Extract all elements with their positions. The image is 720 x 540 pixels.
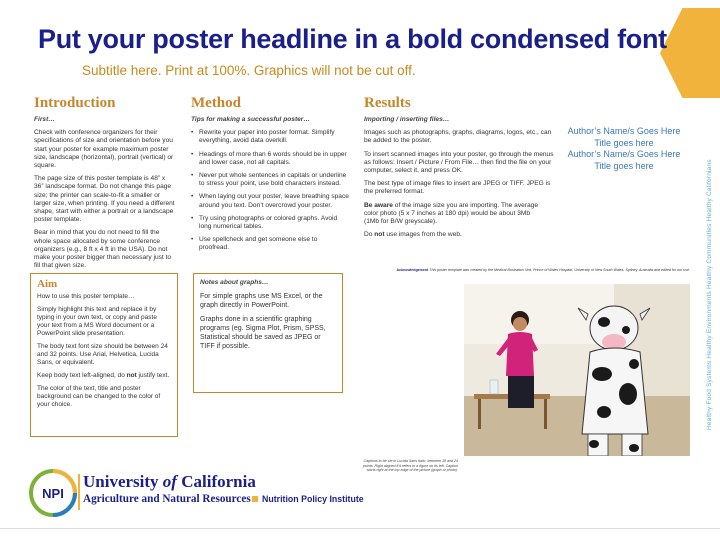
aim-paragraph: The color of the text, title and poster background can be changed to the color of your choice.	[37, 385, 161, 408]
method-bullet: • Never put whole sentences in capitals or underline to stress your point, use bold characters instead.	[191, 172, 349, 188]
method-lead: Tips for making a successful poster…	[191, 116, 310, 123]
method-bullet-list	[191, 129, 349, 252]
poster-photo	[464, 284, 690, 456]
author-title: Title goes here	[594, 137, 654, 148]
aim-text: Keep body text left-aligned, do	[37, 372, 127, 379]
method-bullet: • Headings of more than 6 words should be in upper and lower case, not all capitals.	[191, 151, 349, 167]
photo-illustration	[464, 284, 690, 456]
aim-text: justify text.	[136, 372, 170, 379]
aim-box	[30, 273, 178, 437]
notes-paragraph: Graphs done in a scientific graphing programs (eg. Sigma Plot, Prism, SPSS, Statistical should be saved as JPEG or TIFF if possible.	[200, 316, 326, 350]
method-bullet: • Use spellcheck and get someone else to proofread.	[191, 236, 349, 252]
introduction-paragraph: The page size of this poster template is 48” x 36” landscape format. Do not change this page size; the printer can scale-to-fit a smaller or larger size, when printing. If you need a different shape, start with either a portrait or a landscape poster template.	[34, 175, 175, 224]
bottom-rule	[0, 528, 720, 529]
results-text: of the image size you are importing. The average color photo (5 x 7 inches at 180 dpi) would be about 3Mb	[364, 201, 538, 217]
photo-caption: Captions to be set in Lucida Sans Italic, between 18 and 24 points. Right aligned if it refers to a figure on its left. Caption starts right at the top edge of the picture (graph or photo).	[362, 459, 458, 473]
results-paragraph: (1Mb for B/W greyscale).	[364, 218, 437, 226]
aim-paragraph: Simply highlight this text and replace it by typing in your own text, or copy and paste your text from a MS Word document or a PowerPoint slide presentation.	[37, 306, 157, 337]
vertical-tagline-text: Healthy Food Systems Healthy Environments Healthy Communities Healthy Californians	[706, 159, 713, 430]
poster-headline: Put your poster headline in a bold condensed font	[38, 24, 667, 54]
uc-wordmark	[83, 472, 256, 492]
method-bullet: • When laying out your poster, leave breathing space around you text. Don’t overcrowd your poster.	[191, 193, 349, 209]
anr-wordmark: Agriculture and Natural Resources	[83, 493, 251, 505]
notes-box	[193, 273, 343, 393]
footer-divider	[78, 474, 80, 510]
notes-paragraph: For simple graphs use MS Excel, or the graph directly in PowerPoint.	[200, 293, 323, 309]
results-paragraph	[364, 202, 554, 218]
method-body	[191, 116, 349, 258]
npi-logo-text: NPI	[42, 486, 64, 501]
results-paragraph: Images such as photographs, graphs, diagrams, logos, etc., can be added to the poster.	[364, 129, 552, 145]
results-lead: Importing / inserting files…	[364, 116, 450, 123]
results-paragraph: The best type of image files to insert are JPEG or TIFF. JPEG is the preferred format.	[364, 180, 551, 196]
results-title: Results	[364, 95, 411, 111]
aim-paragraph: How to use this poster template…	[37, 293, 135, 300]
npi-logo	[29, 469, 77, 517]
introduction-lead: First…	[34, 116, 55, 123]
results-bold-text: Be aware	[364, 201, 393, 209]
aim-paragraph: The body text font size should be between 24 and 32 points. Use Arial, Helvetica, Lucida Sans, or equivalent.	[37, 343, 168, 366]
authors-block	[566, 126, 682, 172]
uc-wordmark-text: California	[176, 472, 256, 491]
author-name: Author’s Name/s Goes Here	[567, 149, 681, 160]
uc-wordmark-of: of	[162, 472, 177, 491]
npi-square-icon	[252, 496, 258, 502]
npi-logo-icon	[29, 469, 77, 517]
results-text: Do	[364, 231, 375, 239]
introduction-paragraph: Bear in mind that you do not need to fill the whole space allocated by some conference organizers (e.g., 8 ft x 4 ft in the USA). Do not make your poster bigger than necessary just to fill that given size.	[34, 229, 172, 270]
acknowledgement	[370, 268, 690, 273]
introduction-title: Introduction	[34, 95, 116, 111]
vertical-tagline	[703, 140, 715, 430]
hexagon-accent	[660, 8, 720, 98]
method-title: Method	[191, 95, 241, 111]
npi-wordmark-text: Nutrition Policy Institute	[262, 494, 364, 504]
results-bold-text: not	[374, 231, 385, 239]
notes-lead: Notes about graphs…	[200, 279, 269, 286]
method-bullet: • Try using photographs or colored graphs. Avoid long numerical tables.	[191, 215, 349, 231]
acknowledgement-label: Acknowledgement	[396, 268, 429, 272]
introduction-body	[34, 116, 176, 275]
uc-wordmark-text: University	[83, 472, 163, 491]
poster-subtitle: Subtitle here. Print at 100%. Graphics will not be cut off.	[82, 63, 416, 78]
introduction-paragraph: Check with conference organizers for their specifications of size and orientation before you start your poster for example maximum poster size, landscape (horizontal), portrait (vertical) or square.	[34, 129, 174, 170]
results-paragraph	[364, 231, 554, 239]
aim-title: Aim	[37, 278, 58, 290]
author-name: Author’s Name/s Goes Here	[567, 126, 681, 136]
results-body	[364, 116, 554, 244]
aim-paragraph	[37, 372, 171, 380]
results-paragraph: To insert scanned images into your poster, go through the menus as follows: Insert / Picture / From File… then find the file on your computer, select it, and press OK.	[364, 150, 554, 175]
author-title: Title goes here	[594, 160, 654, 171]
method-bullet: • Rewrite your paper into poster format. Simplify everything, avoid data overkill.	[191, 129, 349, 145]
npi-wordmark	[252, 494, 364, 504]
acknowledgement-text: This poster template was created by the Medical Illustration Unit, Prince of Wales Hospital, University of New South Wales, Sydney, Australia and edited for our use.	[428, 268, 690, 272]
aim-bold-text: not	[126, 372, 137, 379]
results-text: use images from the web.	[384, 231, 462, 239]
